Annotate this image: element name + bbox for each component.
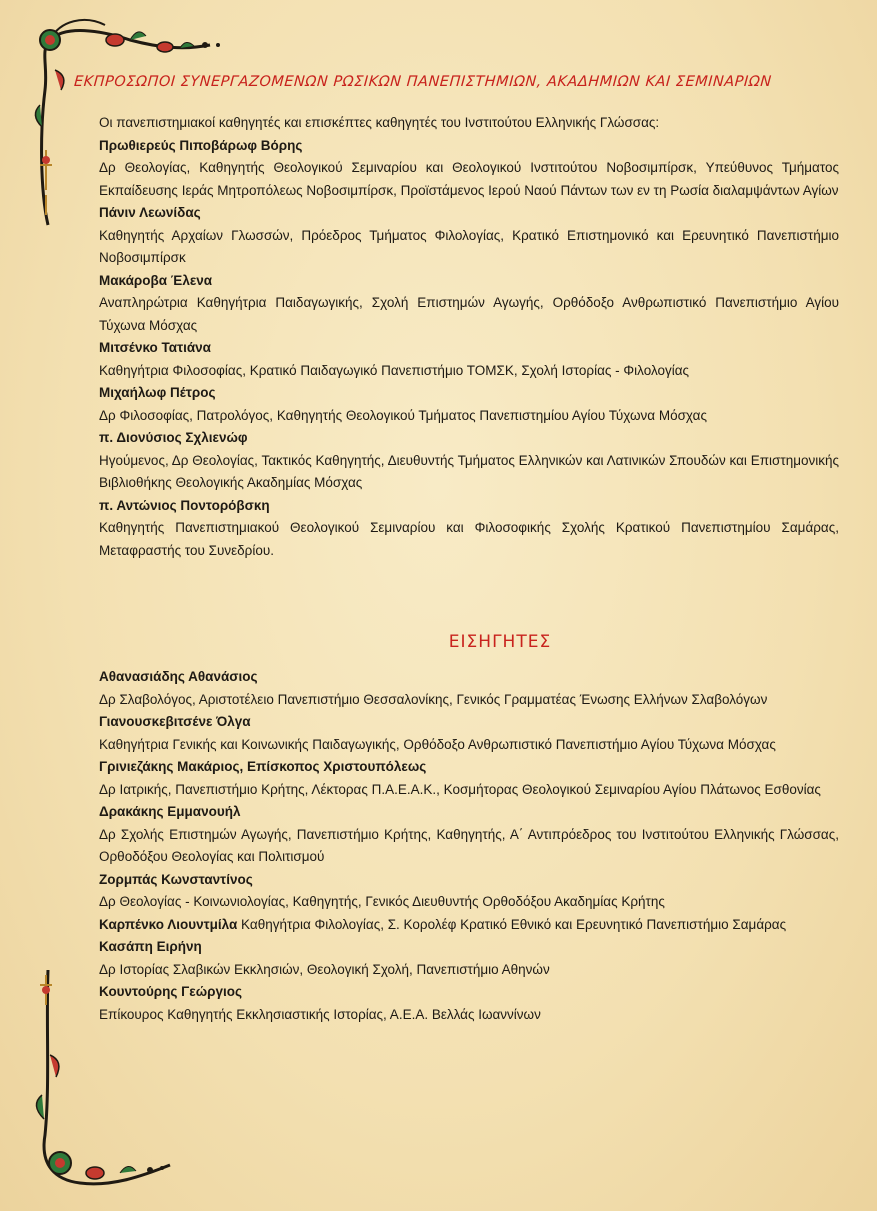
speakers-heading: ΕΙΣΗΓΗΤΕΣ [448, 632, 552, 652]
representatives-heading: ΕΚΠΡΟΣΩΠΟΙ ΣΥΝΕΡΓΑΖΟΜΕΝΩΝ ΡΩΣΙΚΩΝ ΠΑΝΕΠΙΣΤΗΜΙΩΝ, ΑΚΑΔΗΜΙΩΝ ΚΑΙ ΣΕΜΙΝΑΡΙΩΝ [73, 74, 773, 90]
person-desc: Καθηγήτρια Γενικής και Κοινωνικής Παιδαγωγικής, Ορθόδοξο Ανθρωπιστικό Πανεπιστήμιο Αγίου Τύχωνα Μόσχας [99, 736, 776, 752]
person-name: Δρακάκης Εμμανουήλ [99, 804, 241, 819]
person-desc: Δρ Σχολής Επιστημών Αγωγής, Πανεπιστήμιο Κρήτης, Καθηγητής, Α΄ Αντιπρόεδρος του Ινστιτούτου Ελληνικής Γλώσσας, Ορθοδόξου Θεολογίας και Πολιτισμού [99, 826, 839, 864]
person-name: Μιχαήλωφ Πέτρος [99, 385, 216, 400]
person-name: Καρπένκο Λιουντμίλα [99, 916, 238, 932]
person-desc: Δρ Ιατρικής, Πανεπιστήμιο Κρήτης, Λέκτορας Π.Α.Ε.Α.Κ., Κοσμήτορας Θεολογικού Σεμιναρίου Αγίου Πλάτωνος Εσθονίας [99, 781, 821, 797]
person-name: Κασάπη Ειρήνη [99, 939, 202, 954]
person-desc: Ηγούμενος, Δρ Θεολογίας, Τακτικός Καθηγητής, Διευθυντής Τμήματος Ελληνικών και Λατινικών Σπουδών και Επιστημονικής Βιβλιοθήκης Θεολογικής Ακαδημίας Μόσχας [99, 452, 839, 490]
person-name: Γρινιεζάκης Μακάριος, Επίσκοπος Χριστουπόλεως [99, 759, 427, 774]
person-desc: Καθηγήτρια Φιλολογίας, Σ. Κορολέφ Κρατικό Εθνικό και Ερευνητικό Πανεπιστήμιο Σαμάρας [241, 916, 787, 932]
person-desc: Δρ Ιστορίας Σλαβικών Εκκλησιών, Θεολογική Σχολή, Πανεπιστήμιο Αθηνών [99, 961, 550, 977]
person-desc: Δρ Θεολογίας - Κοινωνιολογίας, Καθηγητής, Γενικός Διευθυντής Ορθοδόξου Ακαδημίας Κρήτης [99, 894, 665, 909]
person-name: Γιανουσκεβιτσένε Όλγα [99, 714, 251, 729]
person-desc: Καθηγητής Αρχαίων Γλωσσών, Πρόεδρος Τμήματος Φιλολογίας, Κρατικό Επιστημονικό και Ερευνητικό Πανεπιστήμιο Νοβοσιμπίρσκ [99, 227, 839, 265]
person-name: Πάνιν Λεωνίδας [99, 205, 201, 220]
person-desc: Επίκουρος Καθηγητής Εκκλησιαστικής Ιστορίας, Α.Ε.Α. Βελλάς Ιωαννίνων [99, 1006, 541, 1022]
person-name: π. Αντώνιος Ποντορόβσκη [99, 497, 270, 513]
person-name: Μακάροβα Έλενα [99, 272, 213, 288]
person-desc: Δρ Σλαβολόγος, Αριστοτέλειο Πανεπιστήμιο Θεσσαλονίκης, Γενικός Γραμματέας Ένωσης Ελλήνων Σλαβολόγων [99, 691, 768, 707]
person-name: Αθανασιάδης Αθανάσιος [99, 669, 258, 684]
person-desc: Δρ Φιλοσοφίας, Πατρολόγος, Καθηγητής Θεολογικού Τμήματος Πανεπιστημίου Αγίου Τύχωνα Μόσχας [99, 407, 707, 423]
person-name: Μιτσένκο Τατιάνα [99, 340, 211, 355]
intro-text: Οι πανεπιστημιακοί καθηγητές και επισκέπτες καθηγητές του Ινστιτούτου Ελληνικής Γλώσσας: [99, 115, 660, 130]
person-desc: Αναπληρώτρια Καθηγήτρια Παιδαγωγικής, Σχολή Επιστημών Αγωγής, Ορθόδοξο Ανθρωπιστικό Πανεπιστήμιο Αγίου Τύχωνα Μόσχας [99, 295, 839, 333]
person-entry-inline [99, 914, 839, 937]
person-desc: Καθηγήτρια Φιλοσοφίας, Κρατικό Παιδαγωγικό Πανεπιστήμιο ΤΟΜΣΚ, Σχολή Ιστορίας - Φιλολογίας [99, 362, 690, 378]
speakers-section [99, 666, 839, 1026]
person-desc: Καθηγητής Πανεπιστημιακού Θεολογικού Σεμιναρίου και Φιλοσοφικής Σχολής Κρατικού Πανεπιστημίου Σαμάρας, Μεταφραστής του Συνεδρίου. [99, 520, 839, 558]
person-desc: Δρ Θεολογίας, Καθηγητής Θεολογικού Σεμιναρίου και Θεολογικού Ινστιτούτου Νοβοσιμπίρσκ, Υπεύθυνος Τμήματος Εκπαίδευσης Ιεράς Μητροπόλεως Νοβοσιμπίρσκ, Προϊστάμενος Ιερού Ναού Πάντων των εν τη Ρωσία διαλαμψάντων Αγίων [99, 160, 839, 198]
representatives-section [99, 112, 839, 562]
person-name: π. Διονύσιος Σχλιενώφ [99, 430, 248, 445]
person-name: Κουντούρης Γεώργιος [99, 984, 242, 999]
person-name: Πρωθιερεύς Πιποβάρωφ Βόρης [99, 137, 303, 153]
person-name: Ζορμπάς Κωνσταντίνος [99, 871, 253, 887]
